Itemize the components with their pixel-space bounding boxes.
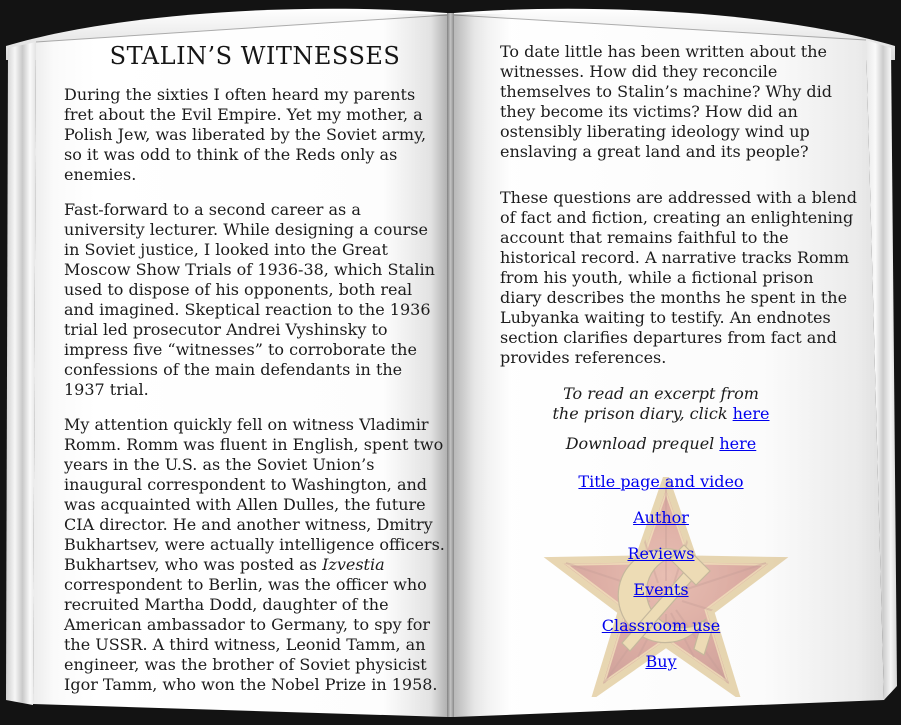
right-page-links-section <box>486 384 836 688</box>
right-page <box>500 42 858 394</box>
text-segment: My attention quickly fell on witness Vladimir Romm. Romm was fluent in English, spent two years in the U.S. as the Soviet Union’s inaugural correspondent to Washington, and was acquainted with Allen Dulles, the future CIA director. He and another witness, Dmitry Bukhartsev, were actually intelligence officers. Bukhartsev, who was posted as <box>64 415 445 574</box>
page-title: STALIN’S WITNESSES <box>109 42 401 70</box>
left-paragraph-1: During the sixties I often heard my parents fret about the Evil Empire. Yet my mother, a Polish Jew, was liberated by the Soviet army, so it was odd to think of the Reds only as enemies. <box>64 85 427 184</box>
text-segment: Izvestia <box>322 555 385 574</box>
nav-link-reviews[interactable]: Reviews <box>627 544 695 563</box>
excerpt-here-link[interactable]: here <box>732 404 770 423</box>
excerpt-note-line2 <box>486 404 836 424</box>
nav-link-author[interactable]: Author <box>633 508 689 527</box>
left-paragraph-3 <box>64 415 446 695</box>
text-segment: correspondent to Berlin, was the officer who recruited Martha Dodd, daughter of the American ambassador to Germany, to spy for the USSR. A third witness, Leonid Tamm, an engineer, was the brother of Soviet physicist Igor Tamm, who won the Nobel Prize in 1958. <box>64 575 438 694</box>
nav-link-classroom-use[interactable]: Classroom use <box>601 616 721 635</box>
prequel-note-text: Download prequel <box>565 434 720 453</box>
right-paragraph-2: These questions are addressed with a blend of fact and fiction, creating an enlightening account that remains faithful to the historical record. A narrative tracks Romm from his youth, while a fictional prison diary describes the months he spent in the Lubyanka waiting to testify. An endnotes section clarifies departures from fact and provides references. <box>500 188 857 367</box>
excerpt-note-text: the prison diary, click <box>552 404 733 423</box>
nav-links <box>486 472 836 672</box>
excerpt-note-line1: To read an excerpt from <box>563 384 759 403</box>
nav-link-title-page-and-video[interactable]: Title page and video <box>578 472 744 491</box>
right-paragraph-1: To date little has been written about the witnesses. How did they reconcile themselves to Stalin’s machine? Why did they become its victims? How did an ostensibly liberating ideology wind up enslaving a great land and its people? <box>500 42 832 161</box>
left-paragraph-2: Fast-forward to a second career as a university lecturer. While designing a course in Soviet justice, I looked into the Great Moscow Show Trials of 1936-38, which Stalin used to dispose of his opponents, both real and imagined. Skeptical reaction to the 1936 trial led prosecutor Andrei Vyshinsky to impress five “witnesses” to corroborate the confessions of the main defendants in the 1937 trial. <box>64 200 435 399</box>
prequel-here-link[interactable]: here <box>719 434 757 453</box>
prequel-note-line <box>486 434 836 454</box>
left-page <box>64 42 446 710</box>
nav-link-events[interactable]: Events <box>633 580 689 599</box>
nav-link-buy[interactable]: Buy <box>645 652 677 671</box>
